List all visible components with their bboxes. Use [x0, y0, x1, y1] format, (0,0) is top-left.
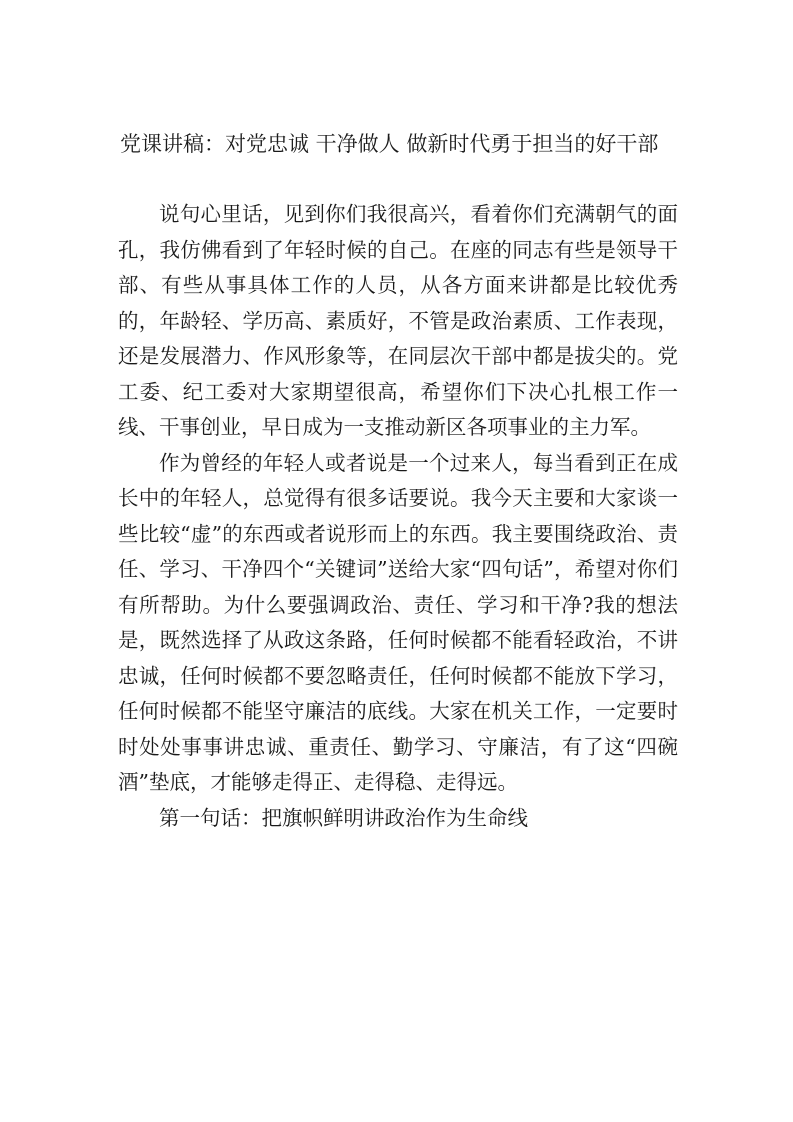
paragraph-1: 说句心里话，见到你们我很高兴，看着你们充满朝气的面孔，我仿佛看到了年轻时候的自己。在座的同志有些是领导干部、有些从事具体工作的人员，从各方面来讲都是比较优秀的，年龄轻、学历高、素质好，不管是政治素质、工作表现，还是发展潜力、作风形象等，在同层次干部中都是拔尖的。党工委、纪工委对大家期望很高，希望你们下决心扎根工作一线、干事创业，早日成为一支推动新区各项事业的主力军。	[118, 202, 678, 439]
paragraph-2: 作为曾经的年轻人或者说是一个过来人，每当看到正在成长中的年轻人，总觉得有很多话要说。我今天主要和大家谈一些比较“虚”的东西或者说形而上的东西。我主要围绕政治、责任、学习、干净四个“关键词”送给大家“四句话”，希望对你们有所帮助。为什么要强调政治、责任、学习和干净?我的想法是，既然选择了从政这条路，任何时候都不能看轻政治，不讲忠诚，任何时候都不要忽略责任，任何时候都不能放下学习，任何时候都不能坚守廉洁的底线。大家在机关工作，一定要时时处处事事讲忠诚、重责任、勤学习、守廉洁，有了这“四碗酒”垫底，才能够走得正、走得稳、走得远。	[118, 450, 678, 794]
section-heading: 第一句话：把旗帜鲜明讲政治作为生命线	[159, 805, 528, 830]
document-title: 党课讲稿：对党忠诚 干净做人 做新时代勇于担当的好干部	[120, 132, 659, 156]
document-body	[118, 197, 678, 836]
